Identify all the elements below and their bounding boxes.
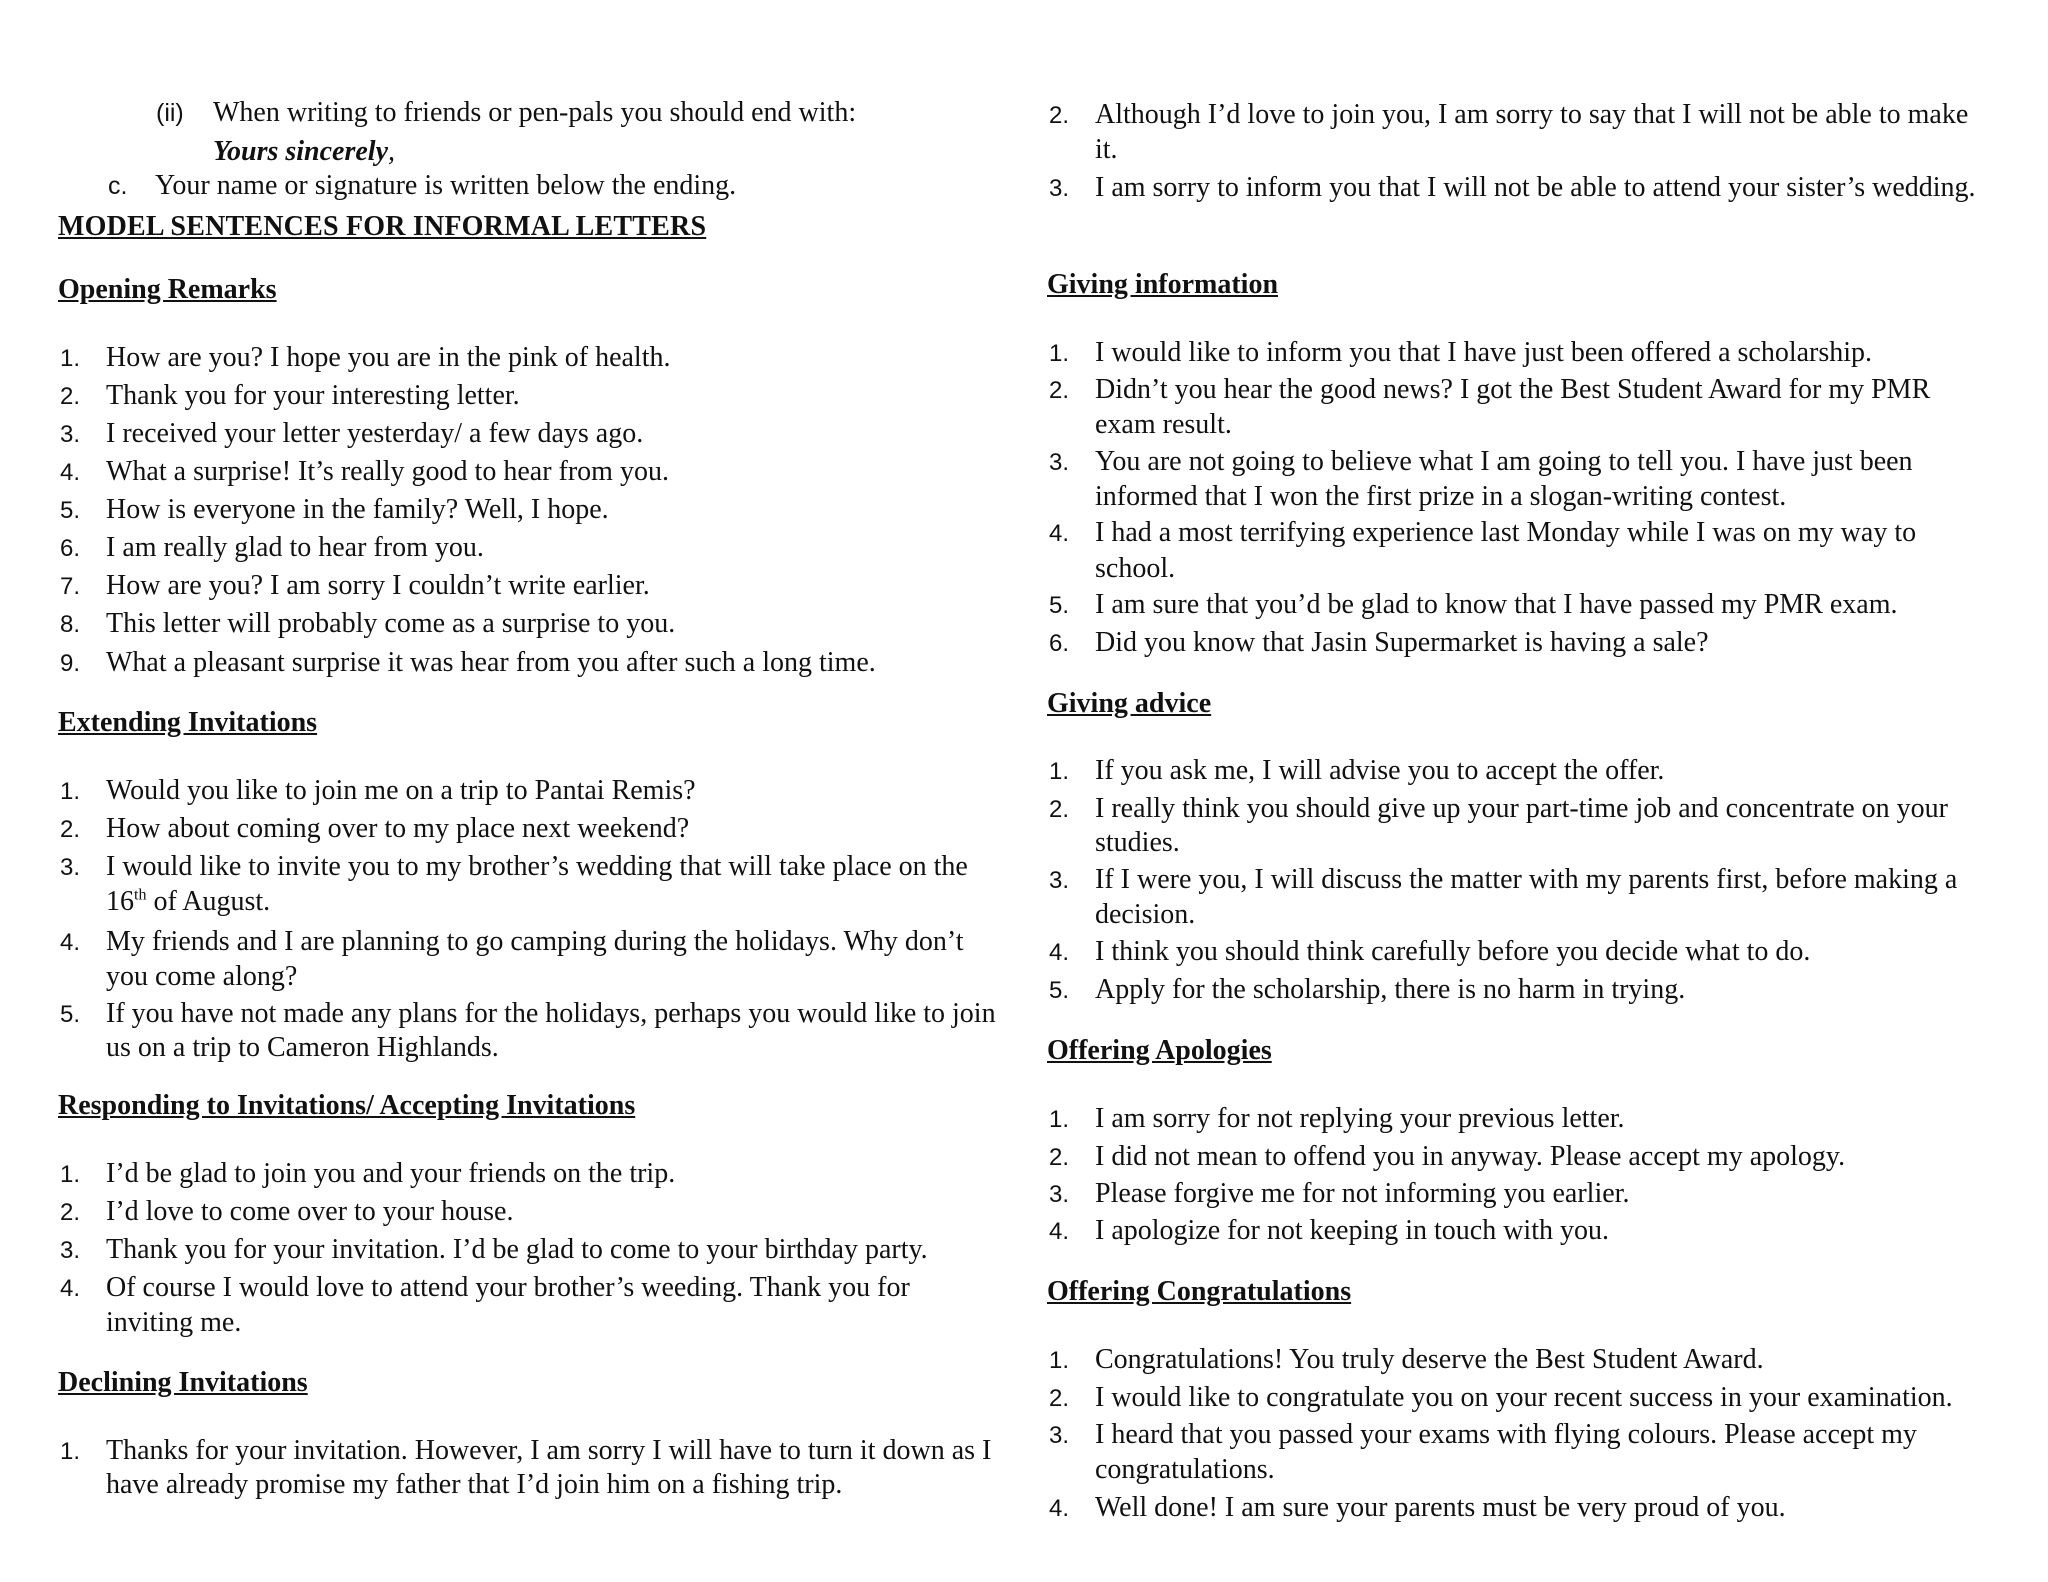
list-number: 5. xyxy=(1049,977,1070,1004)
list-number: 3. xyxy=(1049,175,1070,202)
list-number: 5. xyxy=(60,1001,81,1028)
list-item-continuation: informed that I won the first prize in a slogan-writing contest. xyxy=(1095,481,1787,512)
list-item: How about coming over to my place next weekend? xyxy=(106,813,690,844)
list-item: Thanks for your invitation. However, I am sorry I will have to turn it down as I xyxy=(106,1435,992,1466)
list-number: 2. xyxy=(1049,1385,1070,1412)
heading-responding-invitations: Responding to Invitations/ Accepting Invitations xyxy=(58,1090,636,1121)
intro-c-text: Your name or signature is written below the ending. xyxy=(155,170,737,201)
intro-closing-comma: , xyxy=(388,136,395,167)
list-number: 3. xyxy=(60,854,81,881)
list-number: 6. xyxy=(1049,630,1070,657)
list-number: 3. xyxy=(60,421,81,448)
list-item: I would like to congratulate you on your recent success in your examination. xyxy=(1095,1382,1953,1413)
list-number: 2. xyxy=(1049,796,1070,823)
list-item-continuation: studies. xyxy=(1095,827,1180,858)
list-item-continuation xyxy=(106,885,270,919)
list-number: 3. xyxy=(1049,1422,1070,1449)
list-item: I am really glad to hear from you. xyxy=(106,532,484,563)
list-item: Well done! I am sure your parents must be very proud of you. xyxy=(1095,1492,1786,1523)
list-number: 1. xyxy=(1049,1106,1070,1133)
list-number: 1. xyxy=(1049,340,1070,367)
list-item: Would you like to join me on a trip to Pantai Remis? xyxy=(106,775,696,806)
list-number: 2. xyxy=(60,383,81,410)
list-item: I really think you should give up your part-time job and concentrate on your xyxy=(1095,793,1949,824)
list-number: 4. xyxy=(1049,939,1070,966)
list-number: 1. xyxy=(1049,1347,1070,1374)
list-item: I received your letter yesterday/ a few days ago. xyxy=(106,418,644,449)
list-number: 4. xyxy=(60,929,81,956)
intro-c-marker: c. xyxy=(108,172,128,200)
list-item: I think you should think carefully before you decide what to do. xyxy=(1095,936,1811,967)
list-item: Please forgive me for not informing you earlier. xyxy=(1095,1178,1630,1209)
list-number: 2. xyxy=(60,1199,81,1226)
list-number: 1. xyxy=(60,778,81,805)
intro-ii-marker: (ii) xyxy=(156,99,184,127)
list-number: 5. xyxy=(1049,592,1070,619)
list-number: 2. xyxy=(60,816,81,843)
date-month: of August. xyxy=(146,886,271,917)
list-number: 5. xyxy=(60,497,81,524)
list-item: How are you? I hope you are in the pink of health. xyxy=(106,342,671,373)
list-item: I did not mean to offend you in anyway. Please accept my apology. xyxy=(1095,1141,1846,1172)
heading-offering-apologies: Offering Apologies xyxy=(1047,1035,1272,1066)
list-item: I’d love to come over to your house. xyxy=(106,1196,514,1227)
list-item: How are you? I am sorry I couldn’t write earlier. xyxy=(106,570,650,601)
list-number: 4. xyxy=(60,1275,81,1302)
list-item-continuation: have already promise my father that I’d join him on a fishing trip. xyxy=(106,1469,843,1500)
heading-giving-information: Giving information xyxy=(1047,269,1279,300)
intro-closing-text: Yours sincerely xyxy=(213,136,388,167)
intro-ii-text: When writing to friends or pen-pals you should end with: xyxy=(213,97,857,128)
list-item: If I were you, I will discuss the matter with my parents first, before making a xyxy=(1095,864,1958,895)
list-number: 1. xyxy=(60,1438,81,1465)
list-item: I had a most terrifying experience last Monday while I was on my way to xyxy=(1095,517,1917,548)
list-item: Didn’t you hear the good news? I got the Best Student Award for my PMR xyxy=(1095,374,1931,405)
list-item: If you ask me, I will advise you to accept the offer. xyxy=(1095,755,1665,786)
list-number: 2. xyxy=(1049,1144,1070,1171)
list-item: What a pleasant surprise it was hear from you after such a long time. xyxy=(106,647,876,678)
list-number: 7. xyxy=(60,573,81,600)
list-item-continuation: us on a trip to Cameron Highlands. xyxy=(106,1032,499,1063)
list-item: If you have not made any plans for the holidays, perhaps you would like to join xyxy=(106,998,996,1029)
list-item-continuation: decision. xyxy=(1095,899,1196,930)
list-item: What a surprise! It’s really good to hear from you. xyxy=(106,456,669,487)
list-item: My friends and I are planning to go camping during the holidays. Why don’t xyxy=(106,926,964,957)
list-item-continuation: school. xyxy=(1095,553,1176,584)
list-number: 4. xyxy=(1049,1218,1070,1245)
list-item: Thank you for your invitation. I’d be glad to come to your birthday party. xyxy=(106,1234,928,1265)
list-number: 8. xyxy=(60,611,81,638)
list-number: 3. xyxy=(1049,1181,1070,1208)
heading-declining-invitations: Declining Invitations xyxy=(58,1367,308,1398)
list-number: 9. xyxy=(60,650,81,677)
list-item: I am sure that you’d be glad to know that I have passed my PMR exam. xyxy=(1095,589,1898,620)
list-item-continuation: exam result. xyxy=(1095,409,1232,440)
date-day: 16 xyxy=(106,886,134,917)
list-item: How is everyone in the family? Well, I hope. xyxy=(106,494,609,525)
date-suffix: th xyxy=(134,886,147,904)
list-item-continuation: inviting me. xyxy=(106,1307,242,1338)
list-number: 1. xyxy=(1049,758,1070,785)
list-number: 1. xyxy=(60,1161,81,1188)
list-item: This letter will probably come as a surprise to you. xyxy=(106,608,676,639)
list-item: Apply for the scholarship, there is no harm in trying. xyxy=(1095,974,1686,1005)
list-item: I heard that you passed your exams with flying colours. Please accept my xyxy=(1095,1419,1917,1450)
list-number: 3. xyxy=(1049,867,1070,894)
list-item-continuation: it. xyxy=(1095,134,1118,165)
list-item: Did you know that Jasin Supermarket is having a sale? xyxy=(1095,627,1709,658)
list-item: I would like to inform you that I have just been offered a scholarship. xyxy=(1095,337,1873,368)
list-item: You are not going to believe what I am going to tell you. I have just been xyxy=(1095,446,1913,477)
intro-closing xyxy=(213,135,395,169)
list-item: Congratulations! You truly deserve the Best Student Award. xyxy=(1095,1344,1764,1375)
heading-extending-invitations: Extending Invitations xyxy=(58,707,318,738)
list-number: 1. xyxy=(60,345,81,372)
list-item: I apologize for not keeping in touch with you. xyxy=(1095,1215,1609,1246)
list-item: I am sorry for not replying your previous letter. xyxy=(1095,1103,1625,1134)
list-item: Although I’d love to join you, I am sorry to say that I will not be able to make xyxy=(1095,99,1969,130)
heading-offering-congratulations: Offering Congratulations xyxy=(1047,1276,1352,1307)
list-item: I’d be glad to join you and your friends on the trip. xyxy=(106,1158,676,1189)
heading-giving-advice: Giving advice xyxy=(1047,688,1212,719)
list-number: 4. xyxy=(1049,1495,1070,1522)
list-number: 4. xyxy=(1049,520,1070,547)
heading-opening-remarks: Opening Remarks xyxy=(58,274,277,305)
list-item: I would like to invite you to my brother’s wedding that will take place on the xyxy=(106,851,968,882)
list-number: 2. xyxy=(1049,377,1070,404)
page-title: MODEL SENTENCES FOR INFORMAL LETTERS xyxy=(58,211,707,242)
list-number: 2. xyxy=(1049,102,1070,129)
list-item: Of course I would love to attend your brother’s weeding. Thank you for xyxy=(106,1272,910,1303)
list-number: 6. xyxy=(60,535,81,562)
list-item: I am sorry to inform you that I will not be able to attend your sister’s wedding. xyxy=(1095,172,1976,203)
list-number: 3. xyxy=(60,1237,81,1264)
list-item-continuation: you come along? xyxy=(106,961,298,992)
list-item: Thank you for your interesting letter. xyxy=(106,380,520,411)
list-number: 4. xyxy=(60,459,81,486)
list-item-continuation: congratulations. xyxy=(1095,1454,1275,1485)
list-number: 3. xyxy=(1049,449,1070,476)
